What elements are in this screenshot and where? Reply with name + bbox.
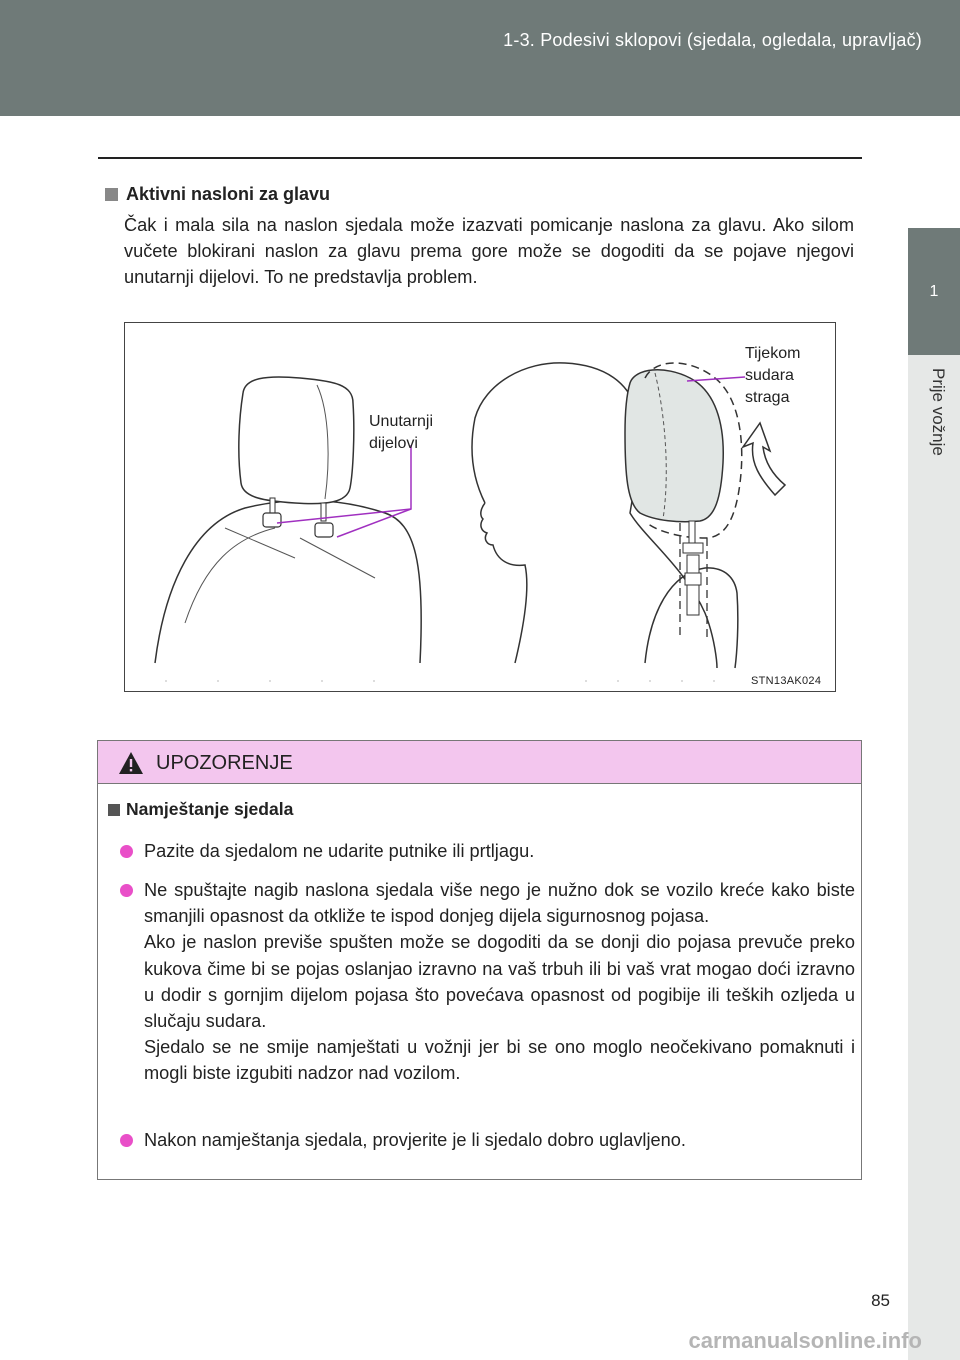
bullet-dot-icon bbox=[120, 884, 133, 897]
square-bullet-icon bbox=[105, 188, 118, 201]
section-paragraph: Čak i mala sila na naslon sjedala može izazvati pomicanje naslona za glavu. Ako silom vučete blokirani naslon za glavu prema gore može se dogoditi da se pojave njegovi unutarnji dijelovi. To ne predstavlja problem. bbox=[124, 215, 854, 287]
figure-code: STN13AK024 bbox=[751, 675, 822, 687]
warning-item bbox=[120, 1127, 855, 1153]
headrest-figure bbox=[124, 322, 836, 692]
page-number: 85 bbox=[871, 1291, 890, 1310]
headrest-illustration bbox=[125, 323, 837, 693]
square-bullet-icon bbox=[108, 804, 120, 816]
warning-subheading bbox=[108, 799, 293, 820]
warning-item-text: Sjedalo se ne smije namještati u vožnji jer bi se ono moglo neočekivano pomaknuti i mogli biste izgubiti nadzor nad vozilom. bbox=[144, 1037, 855, 1084]
bullet-dot-icon bbox=[120, 845, 133, 858]
warning-header bbox=[98, 741, 861, 784]
chapter-side-label: Prije vožnje bbox=[929, 368, 948, 456]
bullet-dot-icon bbox=[120, 1134, 133, 1147]
header-band bbox=[0, 0, 960, 116]
section-heading-text: Aktivni nasloni za glavu bbox=[126, 184, 331, 204]
warning-box bbox=[97, 740, 862, 1180]
warning-triangle-icon bbox=[118, 751, 144, 775]
warning-item-text: Pazite da sjedalom ne udarite putnike ili prtljagu. bbox=[144, 841, 535, 861]
section-divider bbox=[98, 157, 862, 159]
rear-impact-label: Tijekom sudara straga bbox=[745, 345, 801, 406]
section-heading bbox=[105, 184, 330, 205]
chapter-number-tab: 1 bbox=[908, 228, 960, 355]
warning-subheading-text: Namještanje sjedala bbox=[126, 799, 294, 819]
watermark: carmanualsonline.info bbox=[688, 1328, 922, 1353]
warning-title: UPOZORENJE bbox=[156, 752, 293, 774]
internal-parts-label: Unutarnji dijelovi bbox=[369, 413, 434, 452]
chapter-title: 1-3. Podesivi sklopovi (sjedala, ogledala, upravljač) bbox=[503, 30, 922, 50]
warning-item-text: Ne spuštajte nagib naslona sjedala više nego je nužno dok se vozilo kreće kako biste smanjili opasnost da otkliže te ispod donjeg dijela sigurnosnog pojasa. bbox=[144, 880, 855, 927]
warning-item bbox=[120, 877, 855, 1087]
warning-item bbox=[120, 838, 855, 864]
warning-item-text: Nakon namještanja sjedala, provjerite je li sjedalo dobro uglavljeno. bbox=[144, 1130, 686, 1150]
chapter-side-strip bbox=[908, 355, 960, 1360]
warning-item-text: Ako je naslon previše spušten može se dogoditi da se donji dio pojasa prevuče preko kukova čime bi se pojas oslanjao izravno na vaš trbuh ili bi vaš vrat mogao doći izravno u dodir s gornjim dijelom pojasa što povećava opasnost od pogibije ili teških ozljeda u slučaju sudara. bbox=[144, 932, 855, 1032]
